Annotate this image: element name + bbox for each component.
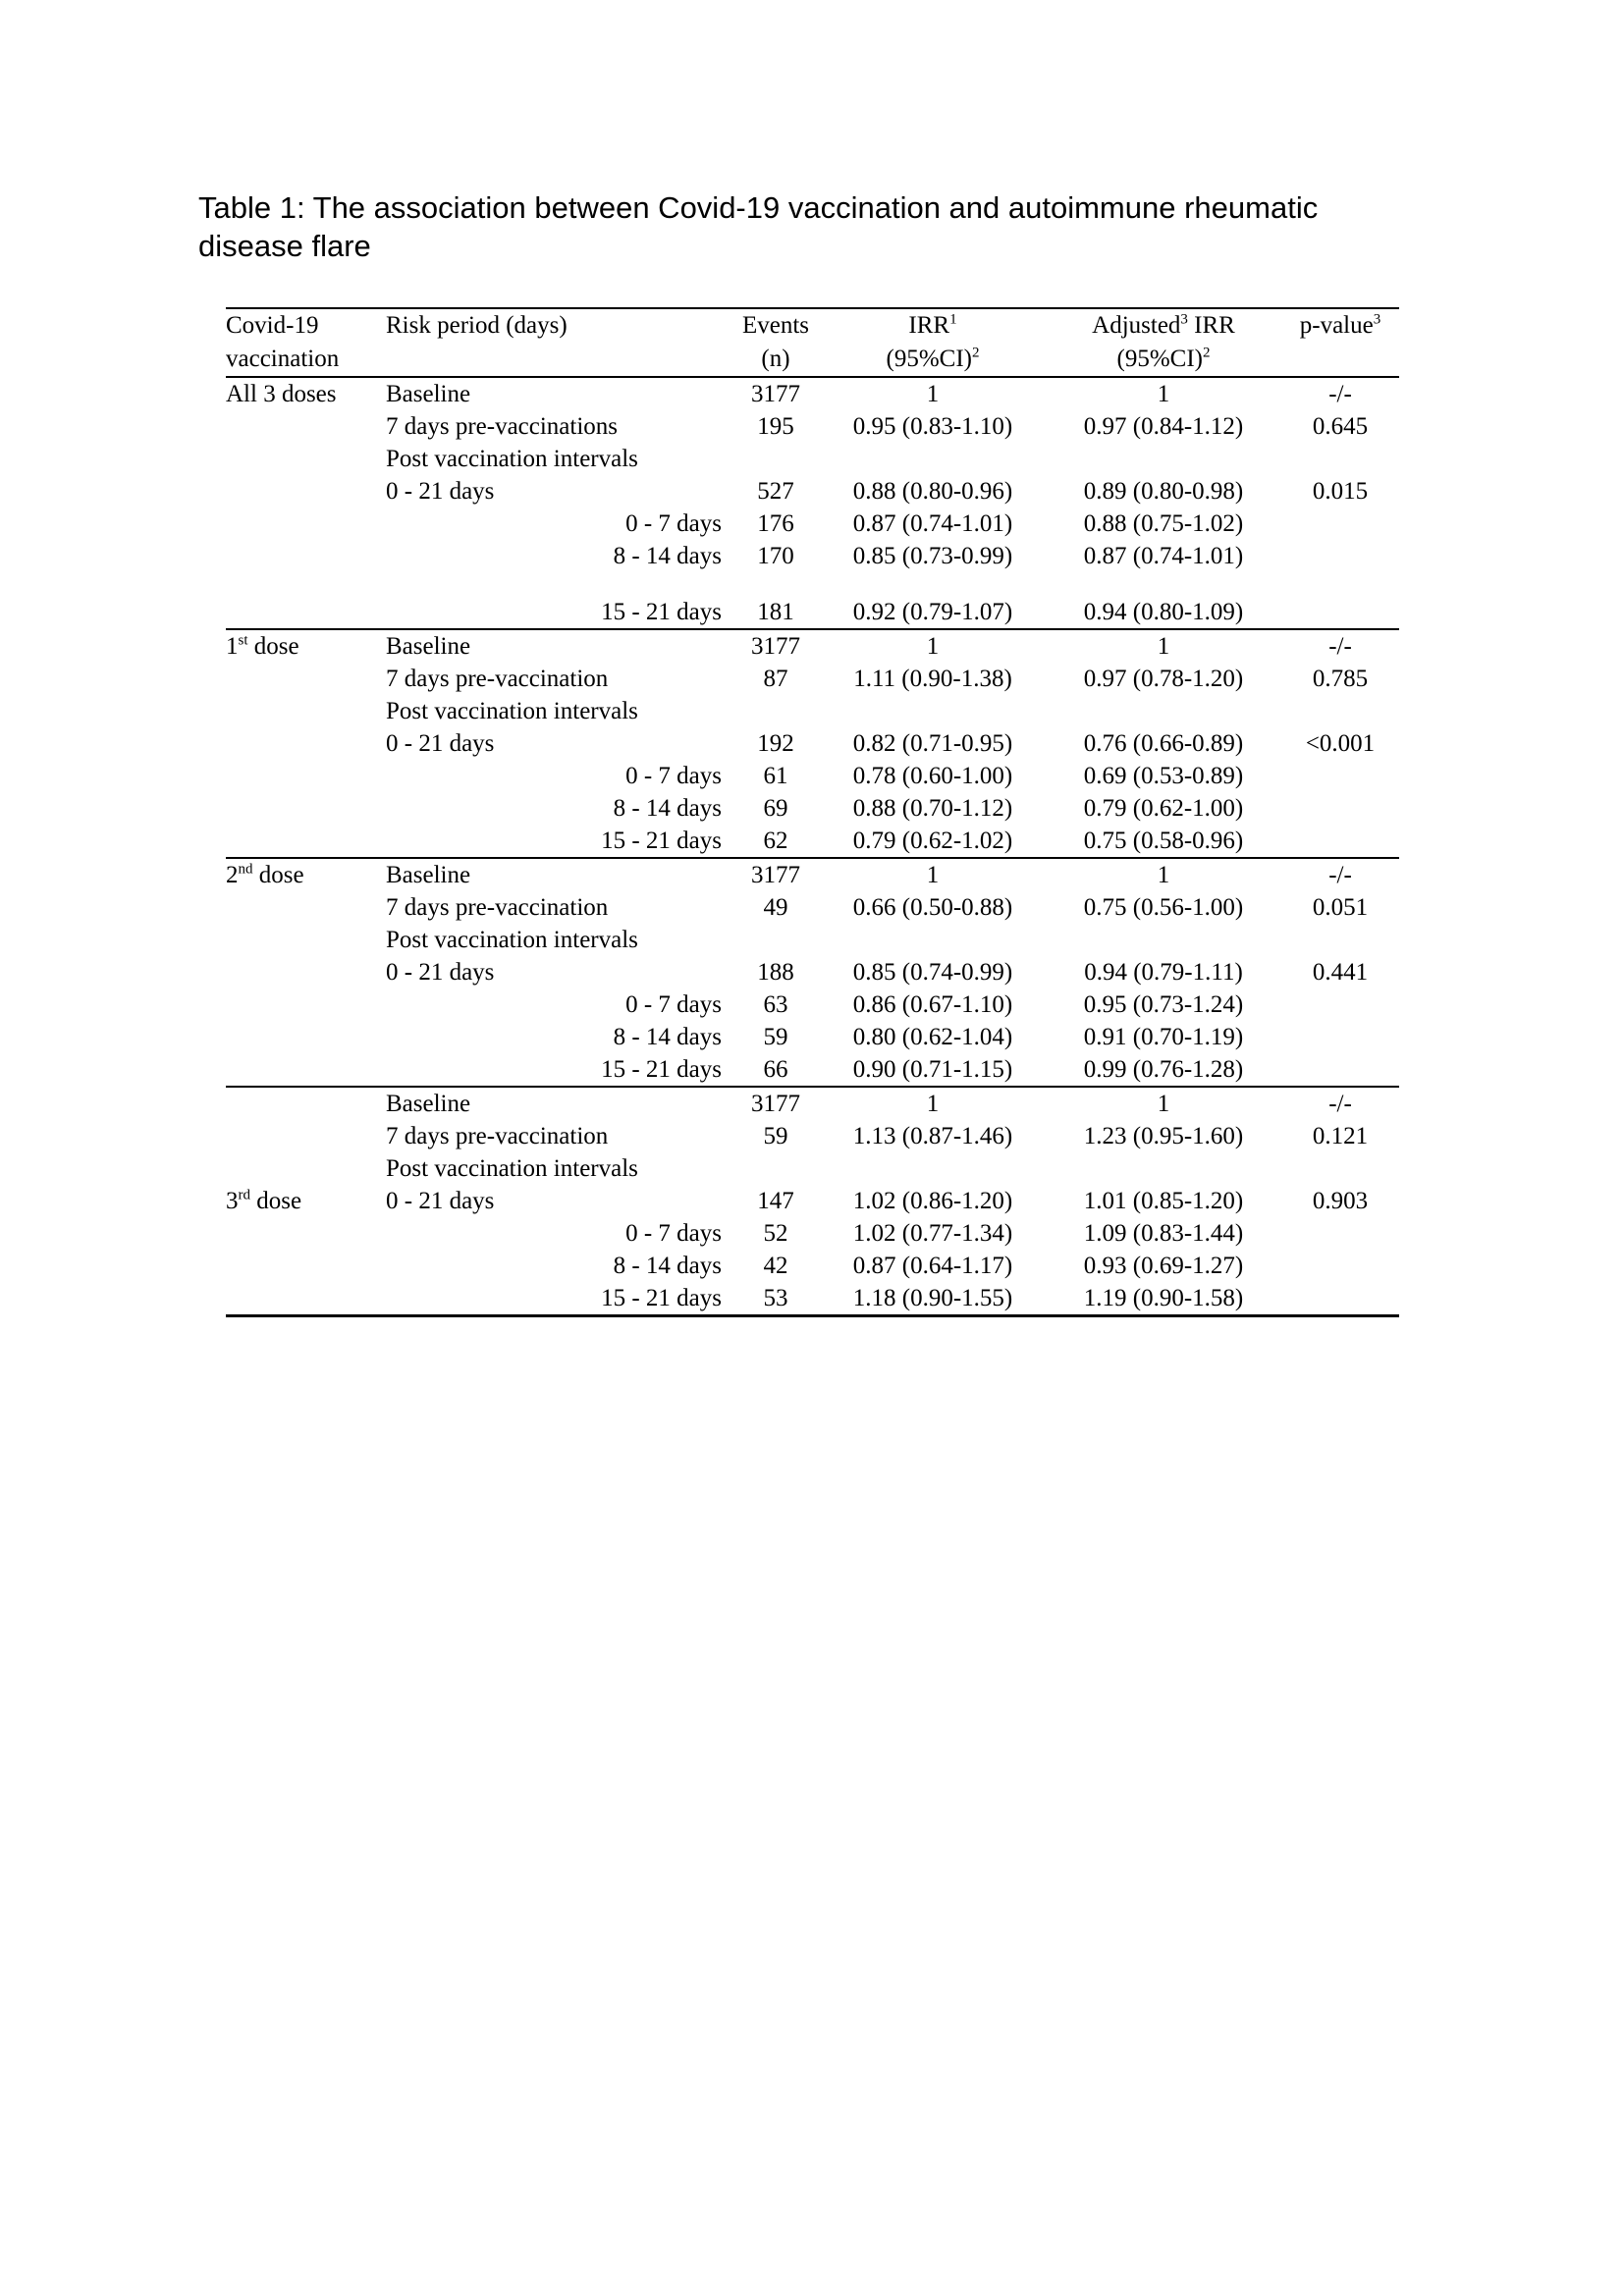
risk-period-cell: 0 - 7 days [625,763,722,789]
irr-cell: 1.02 (0.77-1.34) [852,1220,1013,1247]
risk-period-cell: 0 - 7 days [625,510,722,537]
p-value-cell [1281,988,1399,1021]
p-value-cell: 0.441 [1312,959,1369,986]
irr-cell: 0.95 (0.83-1.10) [852,413,1013,440]
p-value-cell [1281,695,1399,727]
irr-cell: 1.02 (0.86-1.20) [852,1188,1013,1214]
adjusted-irr-cell: 1.09 (0.83-1.44) [1083,1220,1244,1247]
p-value-cell: -/- [1281,1087,1399,1120]
vaccination-cell [226,956,386,988]
irr-cell: 1.18 (0.90-1.55) [852,1285,1013,1311]
irr-cell: 0.82 (0.71-0.95) [852,730,1013,757]
header-covid-line1: Covid-19 [226,312,319,339]
table-row [226,727,1399,760]
table-row [226,1217,1399,1250]
vaccination-cell: 3rd dose [226,1187,302,1214]
vaccination-cell [226,475,386,507]
risk-period-cell: 15 - 21 days [601,599,722,625]
irr-cell: 1 [926,381,940,407]
adjusted-footnote-marker: 3 [1180,311,1188,328]
vaccination-cell: All 3 doses [226,381,337,407]
table-row [226,1053,1399,1087]
header-events-line1: Events [741,312,810,339]
risk-period-cell: 15 - 21 days [601,1285,722,1311]
risk-period-cell: 0 - 21 days [386,478,495,505]
ordinal-suffix: rd [238,1187,250,1203]
risk-period-cell: 7 days pre-vaccinations [386,413,619,440]
ci-footnote-marker: 2 [971,345,980,361]
p-value-cell: 0.121 [1312,1123,1369,1149]
vaccination-cell [226,760,386,792]
risk-period-cell: 8 - 14 days [613,795,722,822]
vaccination-cell [226,1053,386,1087]
vaccination-cell: 2nd dose [226,858,386,891]
adjusted-irr-cell: 0.99 (0.76-1.28) [1083,1056,1244,1083]
adjusted-irr-cell: 1 [1046,629,1281,663]
p-value-cell [1281,596,1399,629]
irr-cell: 0.88 (0.70-1.12) [852,795,1013,822]
events-cell: 3177 [731,858,820,891]
risk-period-cell: 7 days pre-vaccination [386,894,609,921]
risk-period-cell: 7 days pre-vaccination [386,1123,609,1149]
irr-cell: 0.85 (0.74-0.99) [852,959,1013,986]
vaccination-cell [226,507,386,540]
adjusted-irr-cell: 1 [1046,858,1281,891]
header-risk-period [386,308,731,377]
p-value-cell [1281,1152,1399,1185]
events-cell: 59 [763,1123,788,1149]
risk-period-cell: Post vaccination intervals [386,446,638,472]
events-cell [731,695,820,727]
irr-cell [820,443,1046,475]
table-row [226,1087,1399,1120]
irr-cell: 1.13 (0.87-1.46) [852,1123,1013,1149]
events-cell: 188 [757,959,794,986]
table-row [226,1185,1399,1217]
vaccination-cell: 1st dose [226,629,386,663]
events-cell: 170 [757,543,794,569]
vaccination-cell [226,792,386,825]
vaccination-cell [226,924,386,956]
p-value-cell: 0.645 [1312,413,1369,440]
vaccination-cell [226,596,386,629]
adjusted-irr-cell: 0.94 (0.80-1.09) [1083,599,1244,625]
risk-period-cell: 0 - 21 days [386,959,495,986]
events-cell [731,924,820,956]
header-adjusted-irr [1046,308,1281,377]
irr-cell: 0.87 (0.74-1.01) [852,510,1013,537]
events-cell: 62 [763,828,788,854]
table-row [226,540,1399,572]
irr-cell: 0.79 (0.62-1.02) [852,828,1013,854]
irr-cell: 0.92 (0.79-1.07) [852,599,1013,625]
header-irr-line1: IRR$^1$ [908,311,957,339]
table-row [226,956,1399,988]
table-row [226,792,1399,825]
events-cell: 87 [763,666,788,692]
table-row [226,1282,1399,1316]
p-value-cell: 0.903 [1312,1188,1369,1214]
irr-cell [820,1152,1046,1185]
ordinal-suffix: nd [238,861,253,878]
header-adjusted-line1: Adjusted$^3$ IRR [1092,311,1235,339]
header-events-line2: (n) [761,346,790,372]
adjusted-irr-cell: 0.94 (0.79-1.11) [1084,959,1243,986]
vaccination-cell [226,1152,386,1185]
p-value-cell: 0.785 [1312,666,1369,692]
events-cell: 527 [757,478,794,505]
events-cell: 195 [757,413,794,440]
irr-cell: 0.88 (0.80-0.96) [852,478,1013,505]
events-cell: 3177 [731,1087,820,1120]
header-risk-label: Risk period (days) [386,312,568,339]
p-value-cell [1281,825,1399,858]
table-body [226,377,1399,1316]
p-value-cell [1281,540,1399,572]
events-cell: 69 [763,795,788,822]
risk-period-cell: Baseline [386,629,731,663]
irr-cell: 0.78 (0.60-1.00) [852,763,1013,789]
adjusted-irr-cell: 0.93 (0.69-1.27) [1083,1253,1244,1279]
vaccination-cell [226,727,386,760]
irr-cell: 0.87 (0.64-1.17) [852,1253,1013,1279]
header-irr [820,308,1046,377]
risk-period-cell: Baseline [386,1087,731,1120]
table-row [226,760,1399,792]
events-cell: 3177 [751,381,800,407]
table-row [226,596,1399,629]
adjusted-irr-cell: 0.87 (0.74-1.01) [1083,543,1244,569]
table-row [226,410,1399,443]
irr-cell: 0.90 (0.71-1.15) [852,1056,1013,1083]
vaccination-cell [226,891,386,924]
vaccination-cell [226,1282,386,1316]
adjusted-irr-cell [1046,924,1281,956]
vaccination-cell [226,1120,386,1152]
table-row [226,1152,1399,1185]
header-covid-vaccination [226,308,386,377]
adjusted-irr-cell: 0.97 (0.78-1.20) [1083,666,1244,692]
risk-period-cell: 7 days pre-vaccination [386,666,609,692]
vaccination-cell [226,1250,386,1282]
risk-period-cell: 15 - 21 days [601,828,722,854]
table-row [226,1021,1399,1053]
risk-period-cell: 8 - 14 days [613,543,722,569]
irr-cell: 1.11 (0.90-1.38) [853,666,1012,692]
p-value-cell [1281,443,1399,475]
results-table [226,307,1399,1317]
adjusted-irr-cell: 0.69 (0.53-0.89) [1083,763,1244,789]
table-row [226,1120,1399,1152]
p-value-cell: -/- [1281,858,1399,891]
adjusted-irr-cell: 0.89 (0.80-0.98) [1083,478,1244,505]
adjusted-irr-cell: 0.75 (0.58-0.96) [1083,828,1244,854]
vaccination-cell [226,1021,386,1053]
irr-cell: 0.80 (0.62-1.04) [852,1024,1013,1050]
table-row [226,891,1399,924]
risk-period-cell: Post vaccination intervals [386,698,638,724]
p-value-cell [1281,1250,1399,1282]
vaccination-cell [226,988,386,1021]
irr-cell [820,695,1046,727]
p-value-cell: -/- [1281,629,1399,663]
p-value-cell [1281,924,1399,956]
risk-period-cell: Post vaccination intervals [386,1155,638,1182]
risk-period-cell: 0 - 7 days [625,991,722,1018]
header-covid-line2: vaccination [226,346,340,372]
table-caption: Table 1: The association between Covid-19 vaccination and autoimmune rheumatic disease flare [198,190,1319,263]
p-value-cell: <0.001 [1305,730,1376,757]
adjusted-irr-cell: 0.88 (0.75-1.02) [1083,510,1244,537]
events-cell: 59 [763,1024,788,1050]
irr-footnote-marker: 1 [949,311,957,328]
events-cell: 176 [757,510,794,537]
header-adjusted-line2: $(95\%CI)^2$ [1116,345,1211,372]
adjusted-irr-cell [1046,443,1281,475]
events-cell: 42 [763,1253,788,1279]
p-value-cell [1281,1021,1399,1053]
events-cell: 192 [757,730,794,757]
adjusted-irr-cell: 1 [1046,1087,1281,1120]
p-value-cell: 0.015 [1312,478,1369,505]
p-value-cell [1281,1053,1399,1087]
vaccination-cell [226,540,386,572]
risk-period-cell: Baseline [386,381,471,407]
header-row [226,308,1399,377]
p-value-cell: 0.051 [1312,894,1369,921]
table-header [226,308,1399,377]
risk-period-cell: 0 - 21 days [386,730,495,757]
adjusted-irr-cell: 1.19 (0.90-1.58) [1083,1285,1244,1311]
table-row [226,825,1399,858]
p-value-cell: -/- [1328,381,1352,407]
events-cell: 3177 [731,629,820,663]
table-row [226,629,1399,663]
table-row [226,443,1399,475]
table-row [226,858,1399,891]
adjusted-irr-cell: 1.01 (0.85-1.20) [1083,1188,1244,1214]
risk-period-cell: 0 - 21 days [386,1188,495,1214]
events-cell: 66 [763,1056,788,1083]
adjusted-irr-cell: 0.79 (0.62-1.00) [1083,795,1244,822]
ordinal-suffix: st [238,632,248,649]
adjusted-irr-cell: 0.97 (0.84-1.12) [1083,413,1244,440]
adjusted-ci-footnote-marker: 2 [1202,345,1211,361]
irr-cell [820,924,1046,956]
risk-period-cell: 15 - 21 days [601,1056,722,1083]
irr-cell: 1 [820,858,1046,891]
events-cell: 147 [757,1188,794,1214]
table-row [226,507,1399,540]
table-row [226,475,1399,507]
events-cell: 181 [757,599,794,625]
events-cell: 52 [763,1220,788,1247]
risk-period-cell: 8 - 14 days [613,1024,722,1050]
table-row [226,1250,1399,1282]
risk-period-cell: Baseline [386,858,731,891]
events-cell [731,1152,820,1185]
adjusted-irr-cell: 0.91 (0.70-1.19) [1083,1024,1244,1050]
vaccination-cell [226,1217,386,1250]
vaccination-cell [226,825,386,858]
events-cell: 63 [763,991,788,1018]
irr-cell: 0.86 (0.67-1.10) [852,991,1013,1018]
table-row [226,988,1399,1021]
spacer-cell [226,572,1399,596]
p-value-cell [1281,760,1399,792]
vaccination-cell [226,663,386,695]
adjusted-irr-cell: 1 [1157,381,1170,407]
p-value-cell [1281,1217,1399,1250]
vaccination-cell [226,443,386,475]
header-p-value-label: p-value$^3$ [1299,311,1381,339]
p-value-footnote-marker: 3 [1373,311,1381,328]
table-row [226,663,1399,695]
events-cell: 53 [763,1285,788,1311]
table-row [226,377,1399,410]
adjusted-irr-cell: 0.75 (0.56-1.00) [1083,894,1244,921]
irr-cell: 1 [820,629,1046,663]
irr-cell: 0.85 (0.73-0.99) [852,543,1013,569]
header-p-value [1281,308,1399,377]
header-irr-line2: $(95\%CI)^2$ [886,345,980,372]
p-value-cell [1281,1282,1399,1316]
adjusted-irr-cell: 1.23 (0.95-1.60) [1083,1123,1244,1149]
risk-period-cell: 0 - 7 days [625,1220,722,1247]
adjusted-irr-cell [1046,1152,1281,1185]
p-value-cell [1281,792,1399,825]
vaccination-cell [226,410,386,443]
events-cell: 61 [763,763,788,789]
vaccination-cell [226,695,386,727]
events-cell: 49 [763,894,788,921]
irr-cell: 0.66 (0.50-0.88) [852,894,1013,921]
risk-period-cell: Post vaccination intervals [386,927,638,953]
adjusted-irr-cell: 0.76 (0.66-0.89) [1083,730,1244,757]
vaccination-cell [226,1087,386,1120]
risk-period-cell: 8 - 14 days [613,1253,722,1279]
events-cell [731,443,820,475]
adjusted-irr-cell [1046,695,1281,727]
adjusted-irr-cell: 0.95 (0.73-1.24) [1083,991,1244,1018]
table-row [226,695,1399,727]
spacer-row [226,572,1399,596]
table-row [226,924,1399,956]
header-events [731,308,820,377]
irr-cell: 1 [820,1087,1046,1120]
p-value-cell [1281,507,1399,540]
